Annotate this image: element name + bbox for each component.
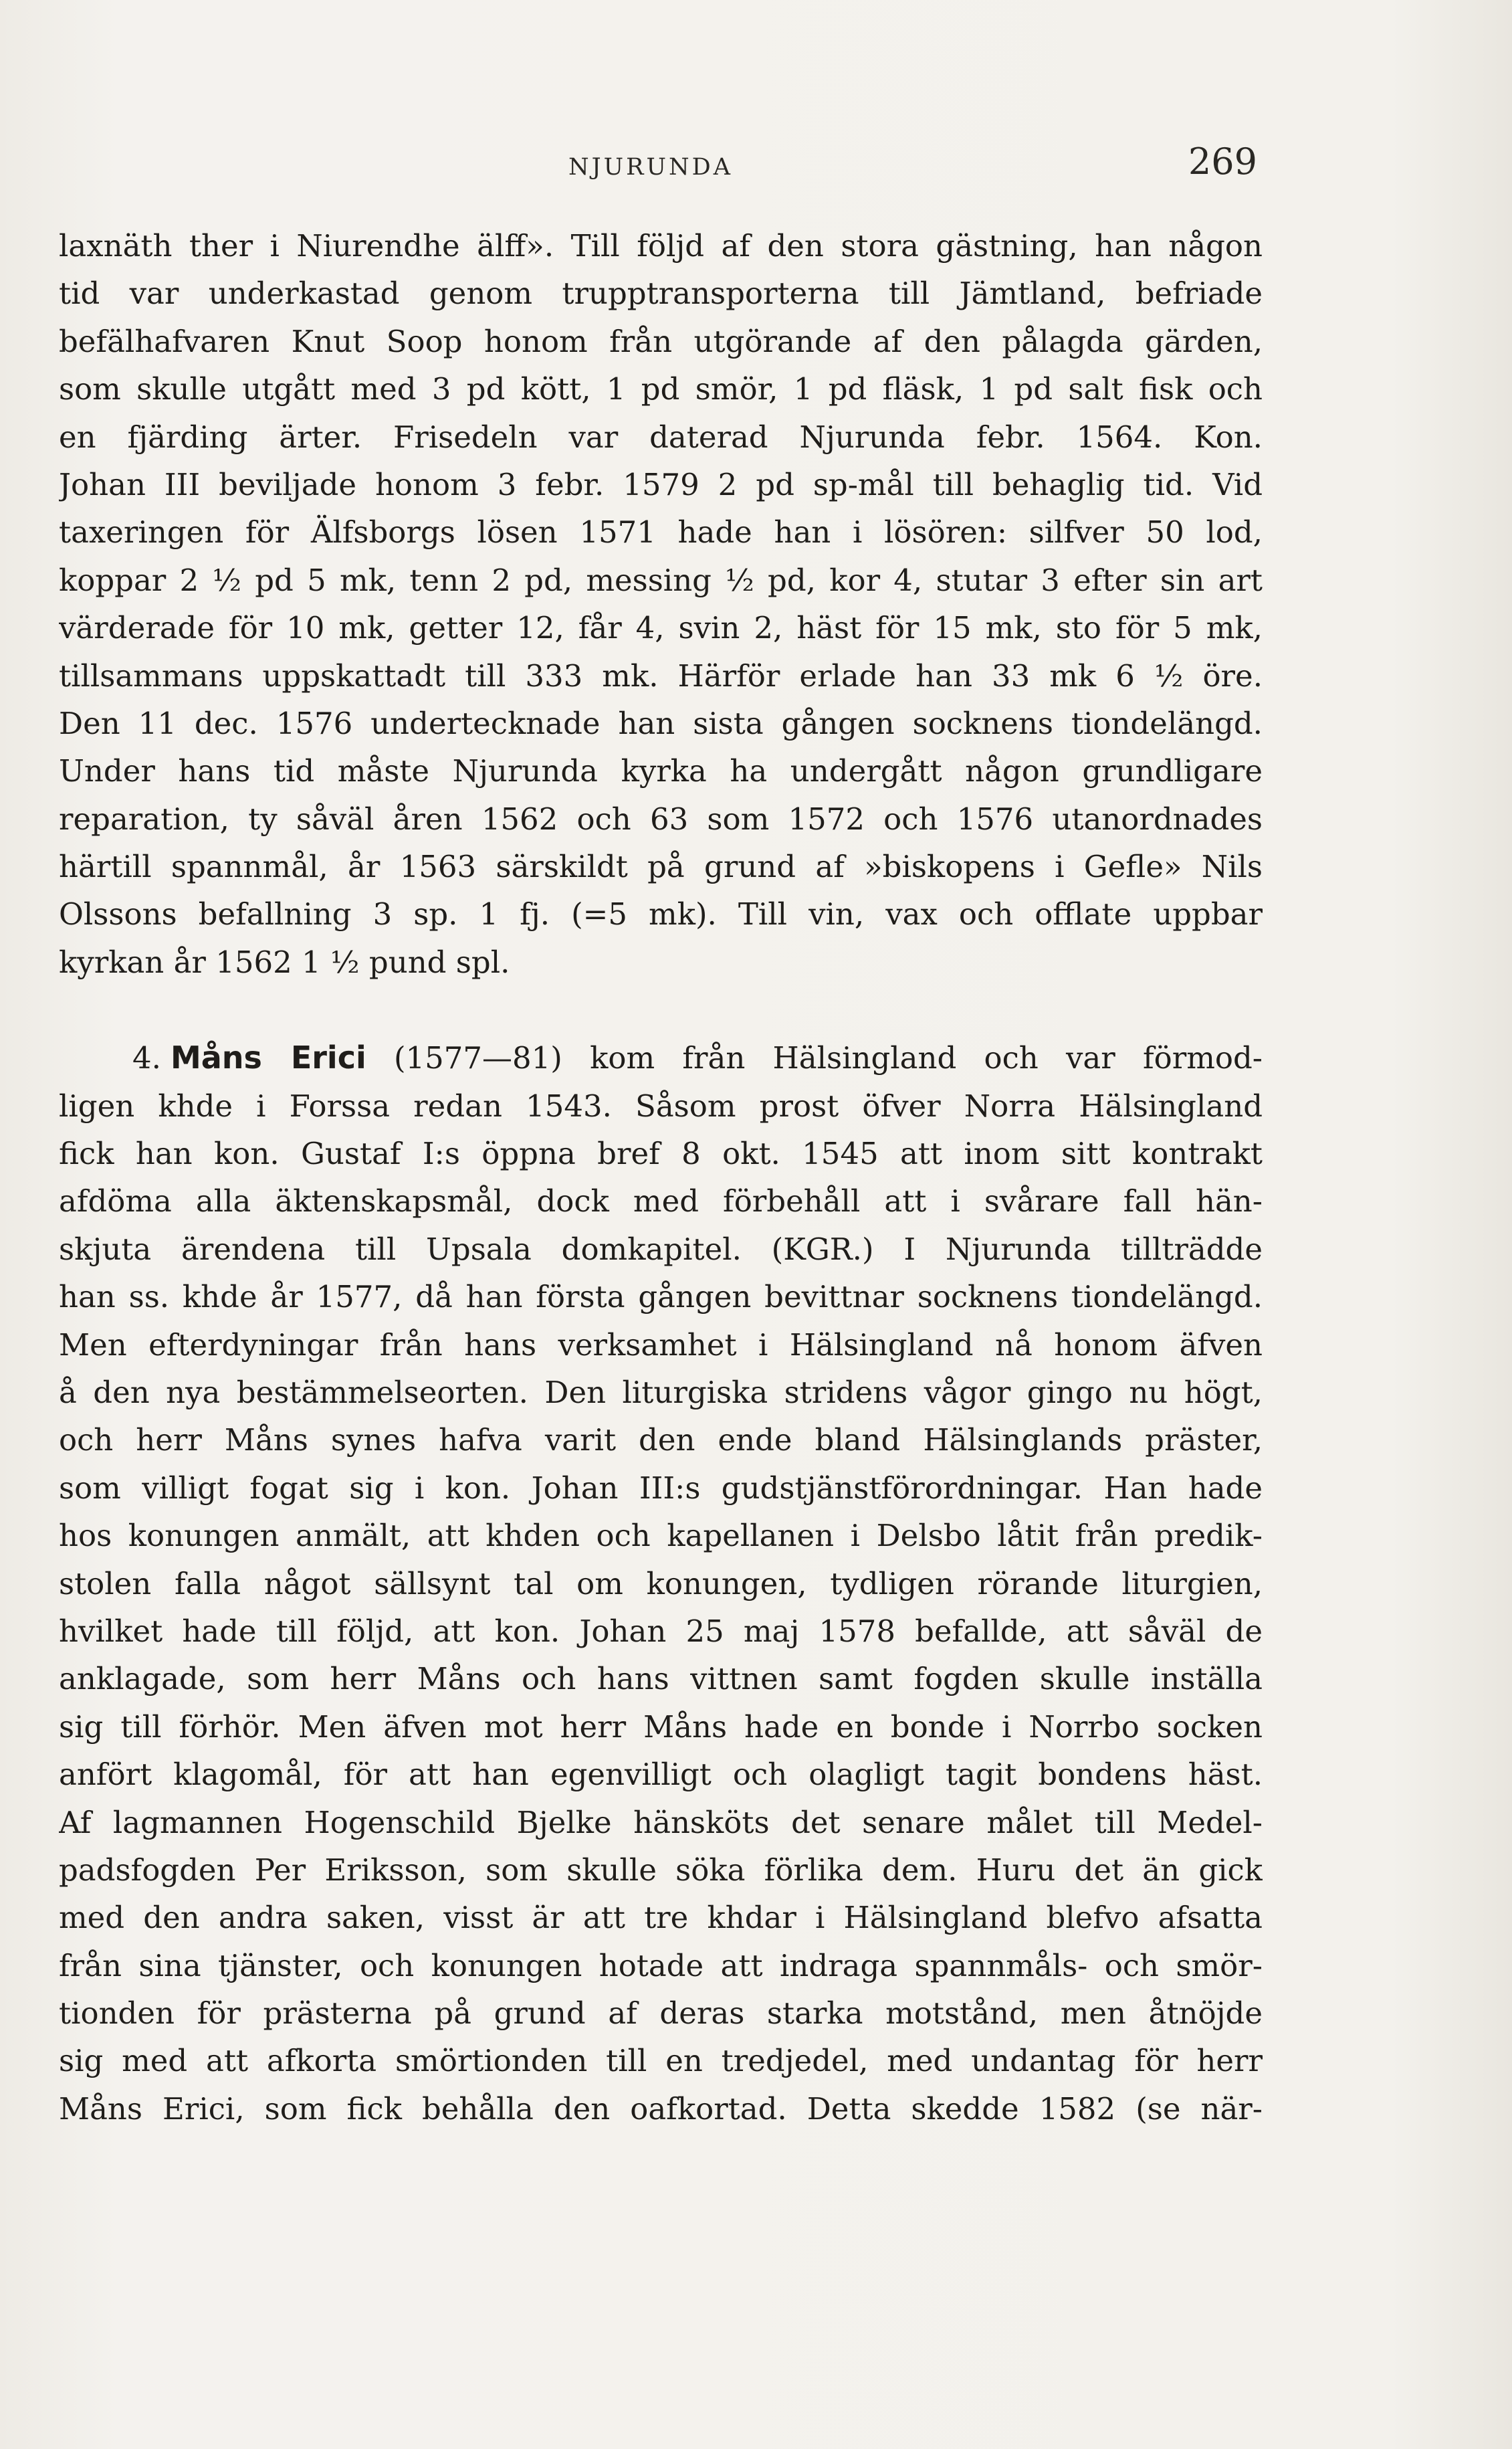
text-line: Den 11 dec. 1576 undertecknade han sista gången socknens tiondelängd. xyxy=(59,705,1263,741)
text-line: tid var underkastad genom trupptransporterna till Jämtland, befriade xyxy=(59,276,1263,312)
text-line: Måns Erici, som fick behålla den oafkortad. Detta skedde 1582 (se när- xyxy=(59,2090,1263,2127)
text-line: hvilket hade till följd, att kon. Johan 25 maj 1578 befallde, att såväl de xyxy=(59,1613,1263,1649)
section-number: 4. xyxy=(132,1040,161,1076)
text-line: afdöma alla äktenskapsmål, dock med förbehåll att i svårare fall hän- xyxy=(59,1183,1263,1219)
text-line: Johan III beviljade honom 3 febr. 1579 2 pd sp-mål till behaglig tid. Vid xyxy=(59,466,1263,502)
text-line: laxnäth ther i Niurendhe älff». Till följd af den stora gästning, han någon xyxy=(59,228,1263,264)
section-4 xyxy=(59,1034,1263,2133)
text-line: tillsammans uppskattadt till 333 mk. Härför erlade han 33 mk 6 ½ öre. xyxy=(59,658,1263,694)
text-line: taxeringen för Älfsborgs lösen 1571 hade han i lösören: silfver 50 lod, xyxy=(59,514,1263,551)
page-header xyxy=(60,140,1257,194)
text-line: ligen khde i Forssa redan 1543. Såsom prost öfver Norra Hälsingland xyxy=(59,1088,1263,1124)
running-head: NJURUNDA xyxy=(568,154,733,181)
text-line: anfört klagomål, för att han egenvilligt och olagligt tagit bondens häst. xyxy=(59,1757,1263,1793)
text-line: anklagade, som herr Måns och hans vittnen samt fogden skulle inställa xyxy=(59,1661,1263,1697)
text-line: och herr Måns synes hafva varit den ende bland Hälsinglands präster, xyxy=(59,1422,1263,1458)
text-line: skjuta ärendena till Upsala domkapitel. (KGR.) I Njurunda tillträdde xyxy=(59,1231,1263,1267)
text-line: reparation, ty såväl åren 1562 och 63 som 1572 och 1576 utanordnades xyxy=(59,801,1263,837)
page-body xyxy=(59,222,1263,2133)
text-line: fick han kon. Gustaf I:s öppna bref 8 okt. 1545 att inom sitt kontrakt xyxy=(59,1136,1263,1172)
text-line: sig till förhör. Men äfven mot herr Måns hade en bonde i Norrbo socken xyxy=(59,1708,1263,1745)
text-line: Under hans tid måste Njurunda kyrka ha undergått någon grundligare xyxy=(59,753,1263,789)
paragraph-1 xyxy=(59,222,1263,986)
text-line: Olssons befallning 3 sp. 1 fj. (=5 mk). Till vin, vax och offlate uppbar xyxy=(59,896,1263,933)
text-line: padsfogden Per Eriksson, som skulle söka förlika dem. Huru det än gick xyxy=(59,1852,1263,1888)
text-line: Af lagmannen Hogenschild Bjelke hänsköts det senare målet till Medel- xyxy=(59,1804,1263,1840)
text-line: tionden för prästerna på grund af deras starka motstånd, men åtnöjde xyxy=(59,1995,1263,2032)
text-line: Men efterdyningar från hans verksamhet i Hälsingland nå honom äfven xyxy=(59,1327,1263,1363)
text-line: hos konungen anmält, att khden och kapellanen i Delsbo låtit från predik- xyxy=(59,1518,1263,1554)
text-line: härtill spannmål, år 1563 särskildt på grund af »biskopens i Gefle» Nils xyxy=(59,849,1263,885)
section-4-first-line xyxy=(59,1034,1263,1082)
text-line: koppar 2 ½ pd 5 mk, tenn 2 pd, messing ½ pd, kor 4, stutar 3 efter sin art xyxy=(59,562,1263,598)
first-line-text: (1577—81) kom från Hälsingland och var förmod- xyxy=(393,1040,1263,1076)
text-line: från sina tjänster, och konungen hotade att indraga spannmåls- och smör- xyxy=(59,1947,1263,1983)
text-line: befälhafvaren Knut Soop honom från utgörande af den pålagda gärden, xyxy=(59,323,1263,359)
text-line: kyrkan år 1562 1 ½ pund spl. xyxy=(59,944,510,980)
text-line: å den nya bestämmelseorten. Den liturgiska stridens vågor gingo nu högt, xyxy=(59,1374,1263,1410)
text-line: värderade för 10 mk, getter 12, får 4, svin 2, häst för 15 mk, sto för 5 mk, xyxy=(59,610,1263,646)
person-name: Måns Erici xyxy=(170,1040,366,1076)
text-line: en fjärding ärter. Frisedeln var daterad Njurunda febr. 1564. Kon. xyxy=(59,419,1263,455)
text-line: med den andra saken, visst är att tre khdar i Hälsingland blefvo afsatta xyxy=(59,1900,1263,1936)
text-line: som skulle utgått med 3 pd kött, 1 pd smör, 1 pd fläsk, 1 pd salt fisk och xyxy=(59,371,1263,407)
text-line: som villigt fogat sig i kon. Johan III:s gudstjänstförordningar. Han hade xyxy=(59,1470,1263,1506)
text-line: sig med att afkorta smörtionden till en tredjedel, med undantag för herr xyxy=(59,2043,1263,2079)
text-line: stolen falla något sällsynt tal om konungen, tydligen rörande liturgien, xyxy=(59,1565,1263,1601)
text-line: han ss. khde år 1577, då han första gången bevittnar socknens tiondelängd. xyxy=(59,1279,1263,1315)
paragraph-gap xyxy=(59,986,1263,1034)
page-number: 269 xyxy=(1188,140,1257,183)
